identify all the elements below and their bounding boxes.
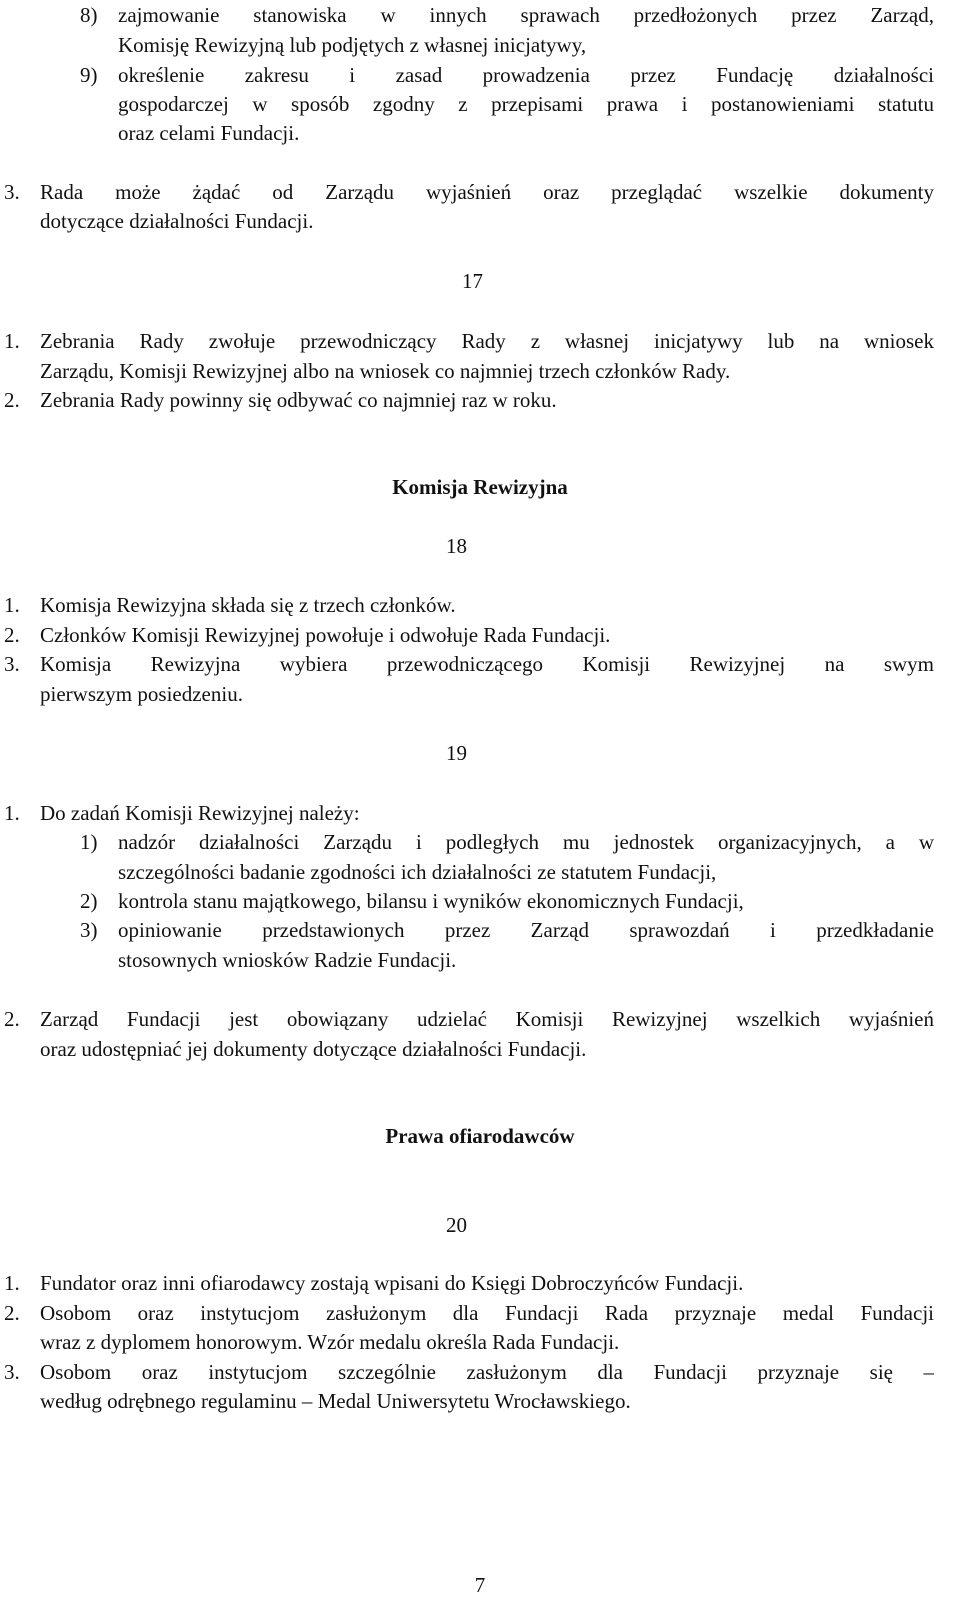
list-item-line: kontrola stanu majątkowego, bilansu i wyników ekonomicznych Fundacji, — [118, 889, 744, 913]
list-item-9-line1: określenie zakresu i zasad prowadzenia przez Fundację działalności — [118, 63, 934, 87]
paragraph-line: Osobom oraz instytucjom szczególnie zasłużonym dla Fundacji przyznaje się – — [40, 1360, 934, 1384]
paragraph-line: Zarządu, Komisji Rewizyjnej albo na wniosek co najmniej trzech członków Rady. — [40, 359, 731, 383]
paragraph-number: 2. — [4, 623, 20, 647]
section-number: 17 — [462, 269, 483, 293]
paragraph-number: 2. — [4, 1301, 20, 1325]
list-item-8-line1: zajmowanie stanowiska w innych sprawach przedłożonych przez Zarząd, — [118, 3, 934, 27]
paragraph-line: Komisja Rewizyjna wybiera przewodniczącego Komisji Rewizyjnej na swym — [40, 652, 934, 676]
section-number: 19 — [446, 741, 467, 765]
list-number: 2) — [80, 889, 98, 913]
paragraph-number: 2. — [4, 1007, 20, 1031]
paragraph-line: Zarząd Fundacji jest obowiązany udzielać Komisji Rewizyjnej wszelkich wyjaśnień — [40, 1007, 934, 1031]
paragraph-number: 3. — [4, 180, 20, 204]
paragraph-line: Komisja Rewizyjna składa się z trzech członków. — [40, 593, 456, 617]
paragraph-line: pierwszym posiedzeniu. — [40, 682, 243, 706]
list-item-9-line3: oraz celami Fundacji. — [118, 121, 300, 145]
paragraph-number: 3. — [4, 652, 20, 676]
paragraph-line: wraz z dyplomem honorowym. Wzór medalu określa Rada Fundacji. — [40, 1330, 620, 1354]
list-number: 3) — [80, 918, 98, 942]
list-item-line: szczególności badanie zgodności ich działalności ze statutem Fundacji, — [118, 860, 717, 884]
list-item-9-line2: gospodarczej w sposób zgodny z przepisami prawa i postanowieniami statutu — [118, 92, 934, 116]
paragraph-line: Zebrania Rady zwołuje przewodniczący Rady z własnej inicjatywy lub na wniosek — [40, 329, 934, 353]
paragraph-number: 2. — [4, 388, 20, 412]
section-number: 18 — [446, 534, 467, 558]
list-number: 1) — [80, 830, 98, 854]
section-sign-18 — [430, 531, 467, 561]
paragraph-line: Rada może żądać od Zarządu wyjaśnień oraz przeglądać wszelkie dokumenty — [40, 180, 934, 204]
section-sign-19 — [430, 738, 467, 768]
paragraph-line: Fundator oraz inni ofiarodawcy zostają wpisani do Księgi Dobroczyńców Fundacji. — [40, 1271, 744, 1295]
list-item-8-line2: Komisję Rewizyjną lub podjętych z własnej inicjatywy, — [118, 33, 587, 57]
list-item-line: nadzór działalności Zarządu i podległych mu jednostek organizacyjnych, a w — [118, 830, 934, 854]
section-number: 20 — [446, 1213, 467, 1237]
paragraph-line: Członków Komisji Rewizyjnej powołuje i odwołuje Rada Fundacji. — [40, 623, 611, 647]
section-heading-komisja: Komisja Rewizyjna — [392, 475, 568, 499]
paragraph-line: Osobom oraz instytucjom zasłużonym dla Fundacji Rada przyznaje medal Fundacji — [40, 1301, 934, 1325]
section-heading-prawa: Prawa ofiarodawców — [385, 1124, 575, 1148]
paragraph-number: 3. — [4, 1360, 20, 1384]
section-sign-20 — [430, 1210, 467, 1240]
paragraph-number: 1. — [4, 801, 20, 825]
paragraph-line: Zebrania Rady powinny się odbywać co najmniej raz w roku. — [40, 388, 557, 412]
list-item-line: stosownych wniosków Radzie Fundacji. — [118, 948, 457, 972]
list-number: 8) — [80, 3, 98, 27]
paragraph-number: 1. — [4, 593, 20, 617]
section-sign-17 — [446, 266, 483, 296]
paragraph-line: Do zadań Komisji Rewizyjnej należy: — [40, 801, 360, 825]
paragraph-number: 1. — [4, 1271, 20, 1295]
paragraph-number: 1. — [4, 329, 20, 353]
paragraph-line: według odrębnego regulaminu – Medal Uniwersytetu Wrocławskiego. — [40, 1389, 631, 1413]
list-number: 9) — [80, 63, 98, 87]
paragraph-line: oraz udostępniać jej dokumenty dotyczące działalności Fundacji. — [40, 1037, 587, 1061]
list-item-line: opiniowanie przedstawionych przez Zarząd sprawozdań i przedkładanie — [118, 918, 934, 942]
page-number: 7 — [474, 1573, 486, 1597]
paragraph-line: dotyczące działalności Fundacji. — [40, 209, 314, 233]
